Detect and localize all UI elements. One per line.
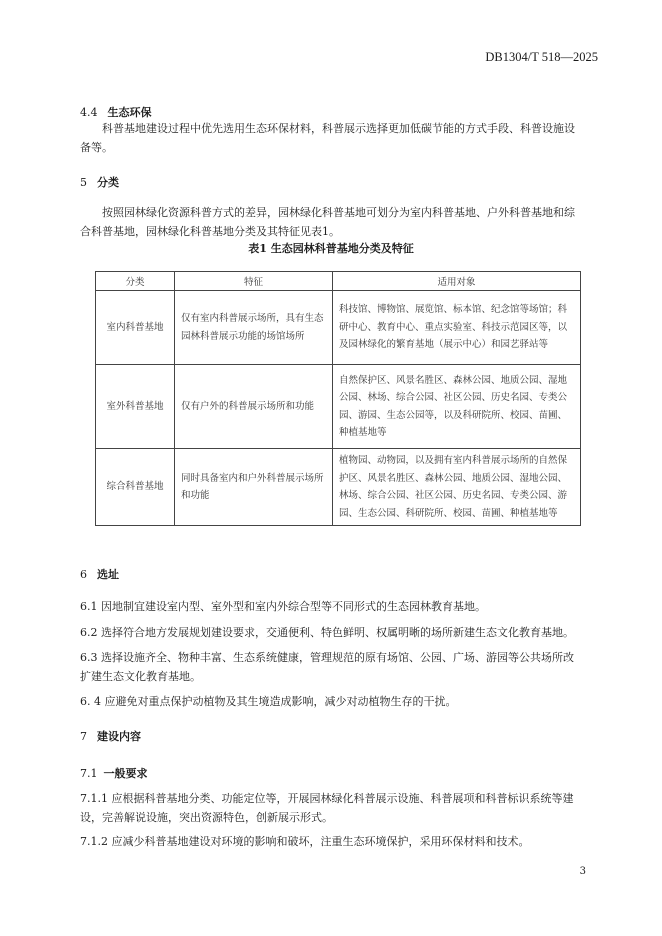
clause-6-3: 6.3 选择设施齐全、物种丰富、生态系统健康，管理规范的原有场馆、公园、广场、游园等公共场所改扩建生态文化教育基地。: [80, 651, 574, 683]
table-row: [96, 365, 581, 449]
table-cell-feature: 仅有室内科普展示场所，具有生态园林科普展示功能的场馆场所: [175, 291, 333, 365]
clause-6-4: 6. 4 应避免对重点保护动植物及其生境造成影响，减少对动植物生存的干扰。: [80, 695, 457, 708]
table-cell-feature: 仅有户外的科普展示场所和功能: [175, 365, 333, 449]
table-cell-category: 室外科普基地: [96, 365, 175, 449]
section-title: 一般要求: [103, 767, 148, 780]
document-code: DB1304/T 518—2025: [485, 50, 598, 64]
section-number: 6: [80, 568, 87, 581]
section-4-4-heading: [80, 104, 152, 120]
table-row: [96, 449, 581, 526]
clause-6-1: 6.1 因地制宜建设室内型、室外型和室内外综合型等不同形式的生态园林教育基地。: [80, 600, 486, 613]
table-header-row: [96, 272, 581, 291]
table-cell-category: 室内科普基地: [96, 291, 175, 365]
clause-7-1-1: 7.1.1 应根据科普基地分类、功能定位等，开展园林绿化科普展示设施、科普展项和科普标识系统等建设，完善解说设施，突出资源特色，创新展示形式。: [80, 792, 574, 824]
table-cell-applicable: 科技馆、博物馆、展览馆、标本馆、纪念馆等场馆；科研中心、教育中心、重点实验室、科技示范园区等，以及园林绿化的繁育基地（展示中心）和园艺驿站等: [333, 291, 581, 365]
section-5-text: 按照园林绿化资源科普方式的差异，园林绿化科普基地可划分为室内科普基地、户外科普基地和综合科普基地，园林绿化科普基地分类及其特征见表1。: [80, 206, 575, 238]
section-6-heading: [80, 566, 119, 582]
clause-7-1-2: 7.1.2 应减少科普基地建设对环境的影响和破坏，注重生态环境保护，采用环保材料和技术。: [80, 835, 530, 848]
classification-table: [95, 271, 581, 526]
section-4-4-text: 科普基地建设过程中优先选用生态环保材料，科普展示选择更加低碳节能的方式手段、科普设施设备等。: [80, 122, 575, 154]
section-title: 选址: [97, 568, 119, 581]
page-number: 3: [579, 866, 586, 877]
section-7-heading: [80, 728, 141, 744]
table-cell-applicable: 自然保护区、风景名胜区、森林公园、地质公园、湿地公园、林场、综合公园、社区公园、历史名园、专类公园、游园、生态公园等，以及科研院所、校园、苗圃、种植基地等: [333, 365, 581, 449]
table-row: [96, 291, 581, 365]
clause-6-2: 6.2 选择符合地方发展规划建设要求，交通便利、特色鲜明、权属明晰的场所新建生态文化教育基地。: [80, 626, 574, 639]
table-cell-category: 综合科普基地: [96, 449, 175, 526]
table-caption: 表1 生态园林科普基地分类及特征: [248, 242, 414, 255]
table-cell-applicable: 植物园、动物园，以及拥有室内科普展示场所的自然保护区、风景名胜区、森林公园、地质公园、湿地公园、林场、综合公园、社区公园、历史名园、专类公园、游园、生态公园、科研院所、校园、苗圃、种植基地等: [333, 449, 581, 526]
table-header: 适用对象: [333, 272, 581, 291]
section-title: 建设内容: [97, 730, 141, 743]
section-7-1-heading: [80, 765, 148, 781]
table-header: 特征: [175, 272, 333, 291]
section-5-heading: [80, 174, 119, 190]
section-number: 4.4: [80, 106, 98, 119]
section-number: 7: [80, 730, 87, 743]
table-header: 分类: [96, 272, 175, 291]
section-title: 分类: [97, 176, 119, 189]
section-number: 5: [80, 176, 87, 189]
table-cell-feature: 同时具备室内和户外科普展示场所和功能: [175, 449, 333, 526]
section-title: 生态环保: [107, 106, 152, 119]
section-number: 7.1: [80, 767, 98, 780]
